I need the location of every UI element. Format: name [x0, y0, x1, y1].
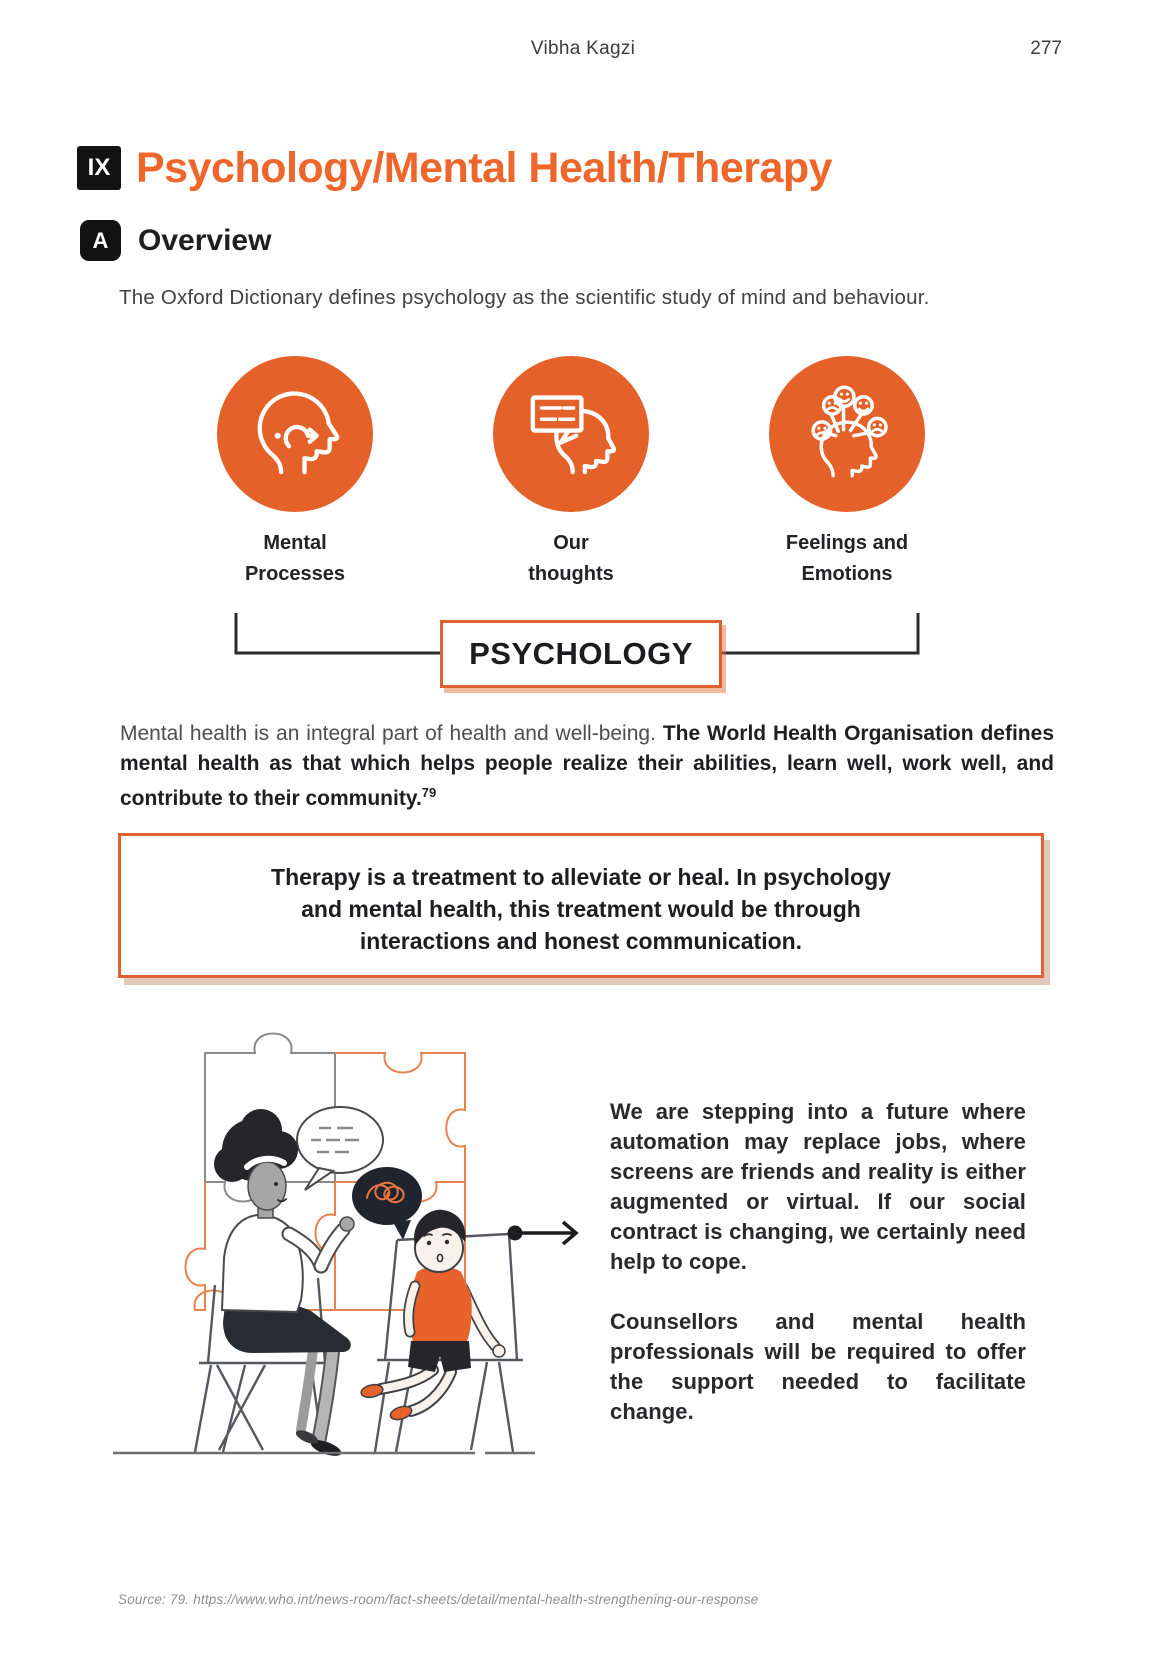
- diagram-item-mental-processes: [185, 356, 405, 590]
- child-figure: [360, 1210, 505, 1422]
- future-paragraph-1: We are stepping into a future where automation may replace jobs, where screens are friends and reality is either augmented or virtual. If our social contract is changing, we certainly need help to cope.: [610, 1099, 1026, 1274]
- diagram-item-our-thoughts: [461, 356, 681, 590]
- intro-paragraph: The Oxford Dictionary defines psychology as the scientific study of mind and behaviour.: [119, 286, 930, 309]
- diagram-item-feelings-emotions: [737, 356, 957, 590]
- overview-heading: Overview: [138, 224, 272, 257]
- diagram-label-line1: Mental: [263, 532, 327, 554]
- diagram-label-line1: Feelings and: [785, 532, 909, 554]
- diagram-label-line1: Our: [553, 532, 589, 554]
- page-number: 277: [1030, 38, 1062, 59]
- footnote-reference: 79: [421, 785, 437, 800]
- running-header-author: Vibha Kagzi: [530, 38, 636, 59]
- diagram-label: [461, 528, 681, 590]
- therapy-callout-text: Therapy is a treatment to alleviate or heal. In psychology and mental health, this treatment would be through interactions and honest communication.: [271, 864, 891, 954]
- future-text-block: [610, 1097, 1026, 1427]
- section-letter-badge: A: [80, 220, 121, 261]
- chapter-number-badge: IX: [77, 146, 121, 190]
- who-paragraph-bold: The World Health Organisation defines mental health as that which helps people realize their abilities, learn well, work well, and contribute to their community.: [120, 722, 1054, 810]
- diagram-label-line2: Processes: [244, 563, 346, 585]
- psychology-box: PSYCHOLOGY: [440, 620, 722, 688]
- diagram-label-line2: Emotions: [801, 563, 893, 585]
- mental-processes-icon: [217, 356, 373, 512]
- feelings-emotions-icon: [769, 356, 925, 512]
- pointer-arrow: [508, 1222, 577, 1244]
- who-paragraph: [120, 719, 1054, 814]
- thoughts-icon: [493, 356, 649, 512]
- source-footnote: Source: 79. https://www.who.int/news-room/fact-sheets/detail/mental-health-strengthening-our-response: [118, 1592, 759, 1607]
- thought-bubble: [352, 1167, 422, 1240]
- diagram-label-line2: thoughts: [528, 563, 614, 585]
- counselling-illustration: [95, 1000, 595, 1460]
- therapy-callout-box: [118, 833, 1044, 978]
- chapter-title: Psychology/Mental Health/Therapy: [136, 144, 833, 192]
- who-paragraph-lead: Mental health is an integral part of health and well-being.: [120, 722, 663, 745]
- diagram-label: [185, 528, 405, 590]
- future-paragraph-2: Counsellors and mental health professionals will be required to offer the support needed to facilitate change.: [610, 1309, 1026, 1424]
- diagram-label: [737, 528, 957, 590]
